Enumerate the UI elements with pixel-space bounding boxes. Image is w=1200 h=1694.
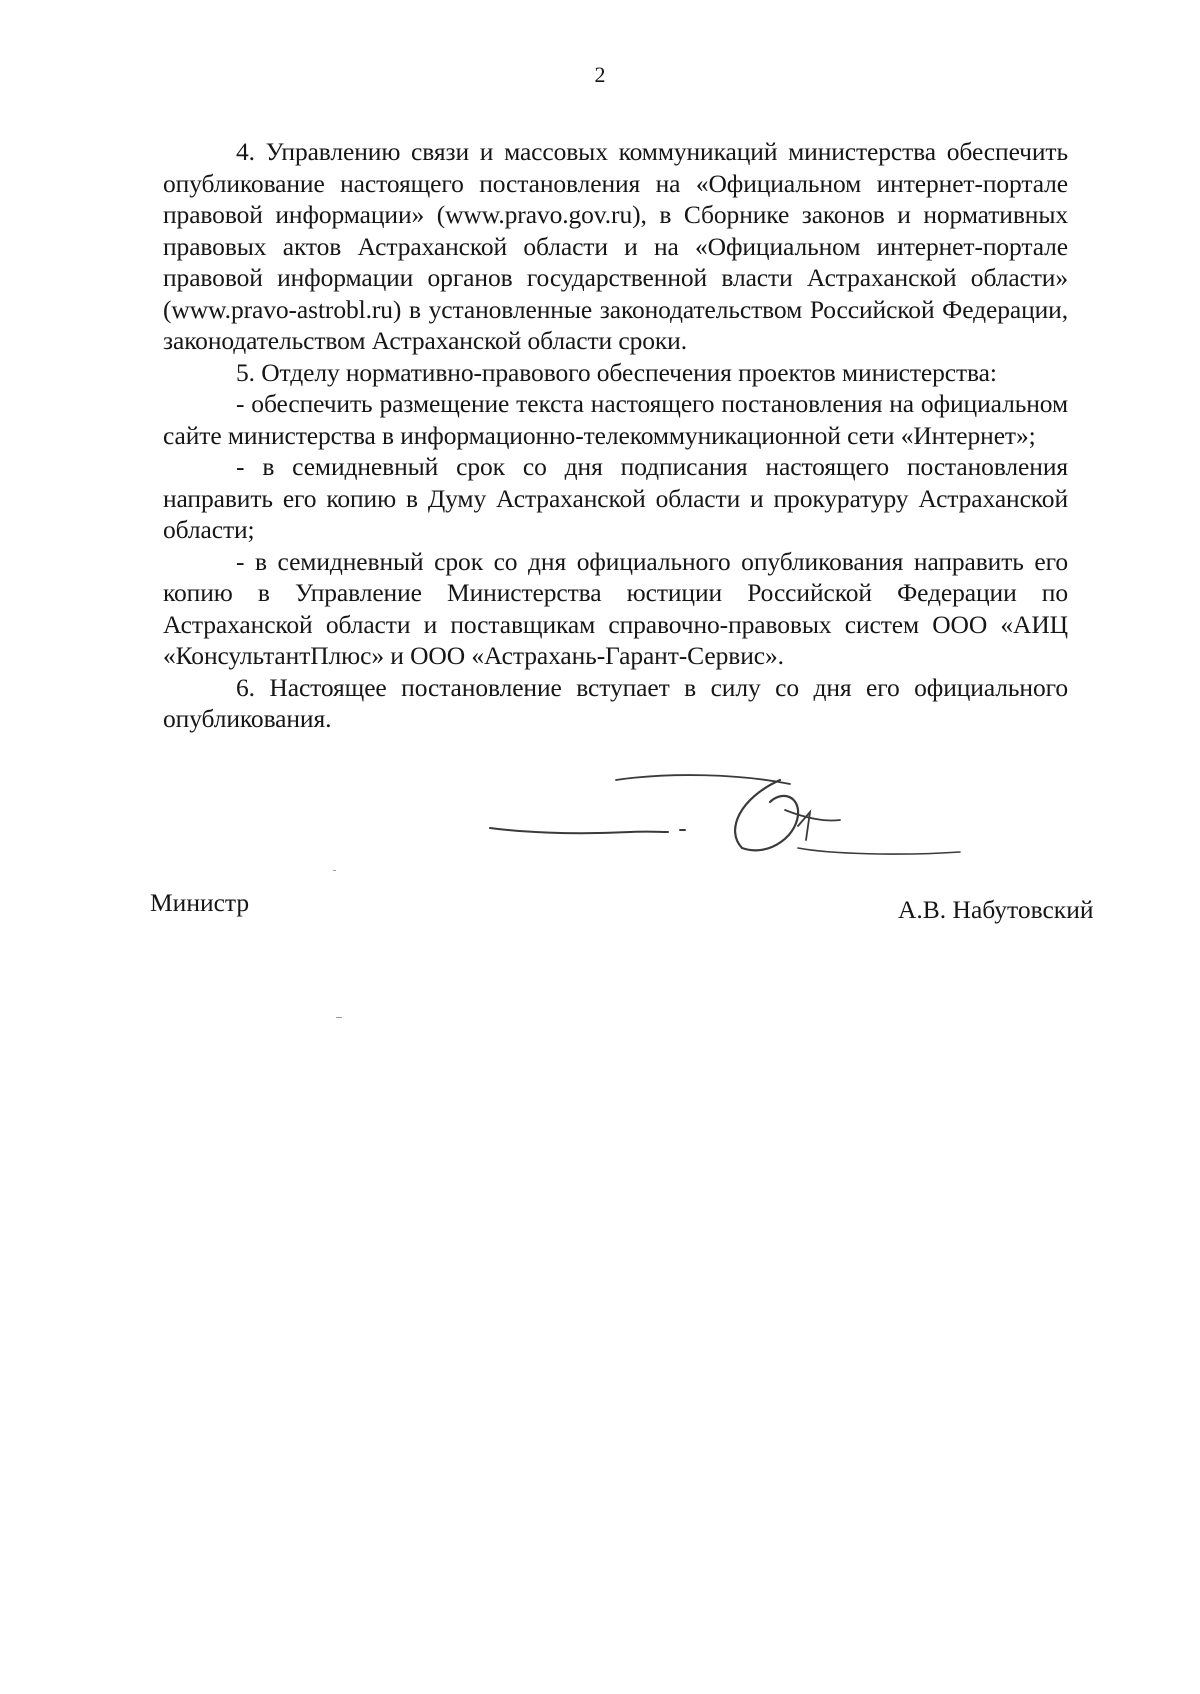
document-body [163,136,1068,735]
page-number: 2 [594,62,606,87]
paragraph-5-item-website: - обеспечить размещение текста настоящего постановления на официальном сайте министерства в информационно-телекоммуникационной сети «Интернет»; [163,389,1068,450]
paragraph-5-heading: 5. Отделу нормативно-правового обеспечения проектов министерства: [236,357,997,387]
paragraph-6-effective: 6. Настоящее постановление вступает в силу со дня его официального опубликования. [163,672,1068,733]
signer-name: А.В. Набутовский [898,895,1094,924]
signature-block [0,790,1200,930]
scan-speck [333,870,336,871]
handwritten-signature [480,790,950,930]
paragraph-4-publication: 4. Управлению связи и массовых коммуникаций министерства обеспечить опубликование настоящего постановления на «Официальном интернет-портале правовой информации» (www.pravo.gov.ru), в Сборнике законов и нормативных правовых актов Астраханской области и на «Официальном интернет-портале правовой информации органов государственной власти Астраханской области» (www.pravo-astrobl.ru) в установленные законодательством Российской Федерации, законодательством Астраханской области сроки. [163,137,1068,355]
scan-speck [336,1017,342,1018]
paragraph-5-item-duma: - в семидневный срок со дня подписания настоящего постановления направить его копию в Думу Астраханской области и прокуратуру Астраханской области; [163,452,1068,544]
paragraph-5-item-justice: - в семидневный срок со дня официального опубликования направить его копию в Управление Министерства юстиции Российской Федерации по Астраханской области и поставщикам справочно-правовых систем ООО «АИЦ «КонсультантПлюс» и ООО «Астрахань-Гарант-Сервис». [163,546,1068,670]
signer-title: Министр [150,888,250,917]
